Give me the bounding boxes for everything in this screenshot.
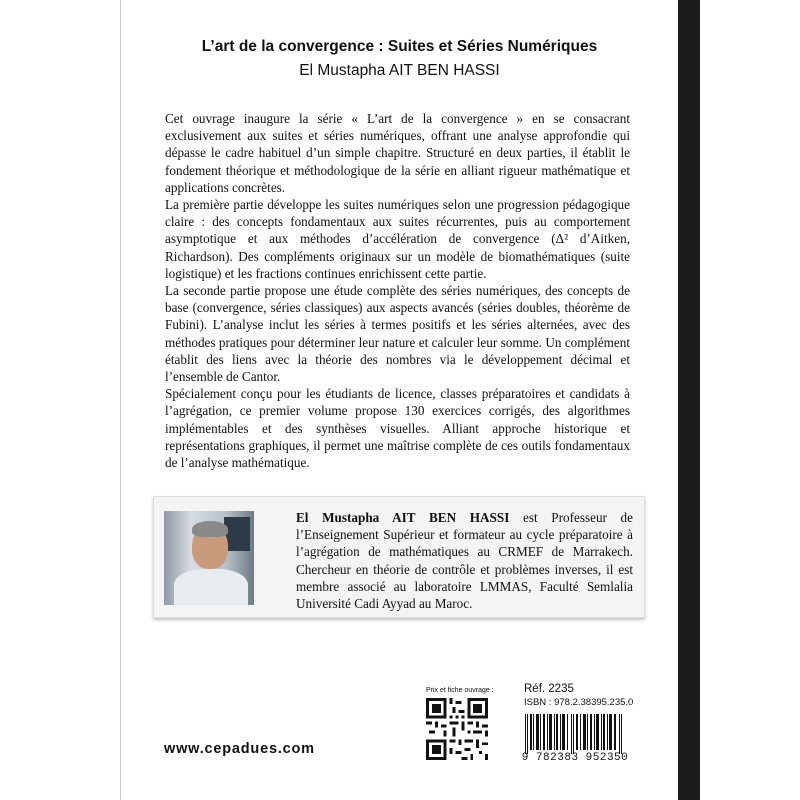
qr-code-icon[interactable] (426, 698, 488, 760)
description-paragraph-1: Cet ouvrage inaugure la série « L’art de la convergence » en se consacrant exclusivement aux suites et séries numériques, offrant une analyse approfondie qui dépasse le cadre habituel d’un simple chapitre. Structuré en deux parties, il établit le fondement théorique et méthodologique de la série en alliant rigueur mathématique et applications concrètes. (165, 111, 630, 195)
book-spine (678, 0, 700, 800)
qr-label: Prix et fiche ouvrage : (426, 687, 494, 694)
description-paragraph-3: La seconde partie propose une étude complète des séries numériques, des concepts de base (convergence, séries classiques) aux aspects avancés (séries doubles, théorème de Fubini). L’analyse inclut les séries à termes positifs et les séries alternées, avec des méthodes pratiques pour déterminer leur nature et calculer leur somme. Un complément établit des liens avec la théorie des nombres via le développement décimal et l’ensemble de Cantor. (165, 283, 630, 385)
reference-number: Réf. 2235 (524, 683, 574, 695)
author-bio (296, 509, 633, 612)
book-title: L’art de la convergence : Suites et Séries Numériques (201, 38, 598, 55)
book-description (165, 110, 630, 471)
description-paragraph-4: Spécialement conçu pour les étudiants de licence, classes préparatoires et candidats à l’agrégation, ce premier volume propose 130 exercices corrigés, des algorithmes implémentables et des synthèses visuelles. Alliant approche historique et représentations graphiques, il permet une maîtrise complète de ces outils fondamentaux de l’analyse mathématique. (165, 386, 630, 471)
author-photo (164, 511, 254, 605)
isbn-number: ISBN : 978.2.38395.235.0 (524, 697, 634, 708)
author-bio-box (153, 496, 645, 618)
author-bio-text: est Professeur de l’Enseignement Supérieur et formateur au cycle préparatoire à l’agrégation de mathématiques au CRMEF de Marrakech. Chercheur en théorie de contrôle et problèmes inverses, il est membre associé au laboratoire LMMAS, Faculté Semlalia Université Cadi Ayyad au Maroc. (296, 510, 634, 612)
description-paragraph-2: La première partie développe les suites numériques selon une progression pédagogique claire : des concepts fondamentaux aux suites récurrentes, puis au comportement asymptotique et aux méthodes d’accélération de convergence (Δ² d’Aitken, Richardson). Des compléments originaux sur un modèle de biomathématiques (suite logistique) et les fractions continues enrichissent cette partie. (165, 197, 630, 281)
isbn-barcode (519, 712, 631, 768)
book-author: El Mustapha AIT BEN HASSI (299, 62, 500, 79)
barcode-number: 9 782383 952350 (521, 752, 629, 764)
barcode-icon (523, 714, 627, 754)
book-back-cover (121, 0, 678, 800)
publisher-website[interactable]: www.cepadues.com (164, 741, 315, 757)
author-bio-name: El Mustapha AIT BEN HASSI (296, 510, 510, 525)
